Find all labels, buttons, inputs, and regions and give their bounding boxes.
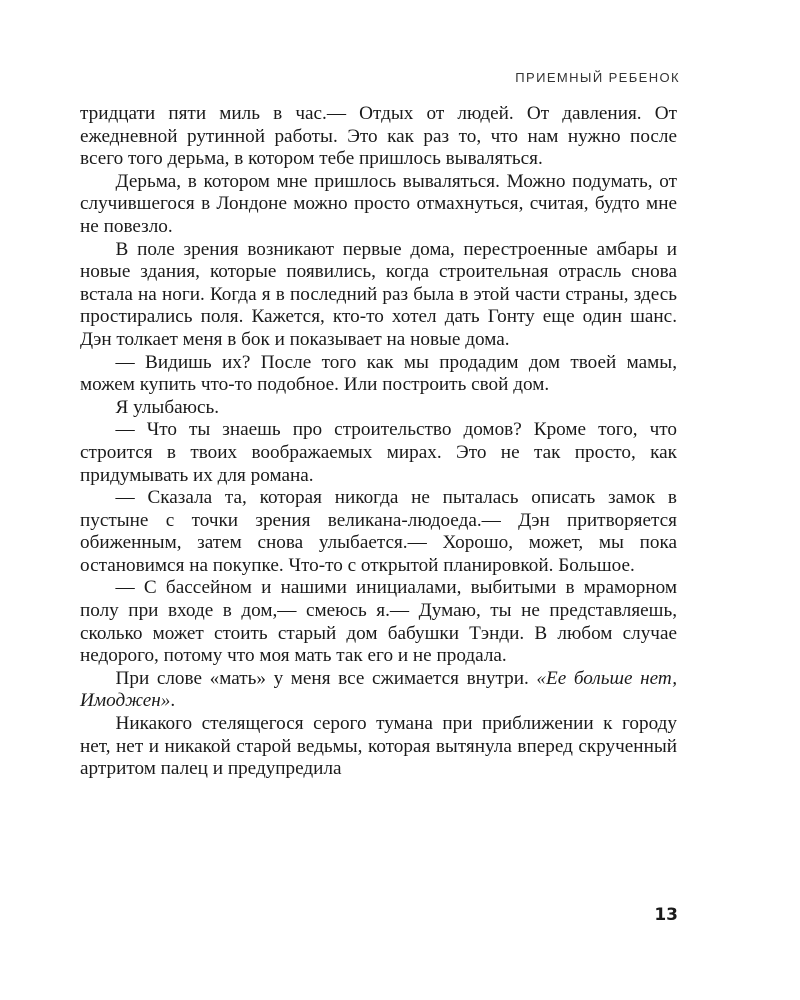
body-text <box>80 103 677 781</box>
paragraph <box>80 668 677 713</box>
paragraph-text: . <box>170 690 176 712</box>
italic-thought: «Ее больше нет, Имоджен» <box>80 667 677 712</box>
dialogue-paragraph: — С бассейном и нашими инициалами, выбитыми в мраморном полу при входе в дом,— смеюсь я.— Думаю, ты не представляешь, сколько может стоить старый дом бабушки Тэнди. В любом случае недорого, потому что моя мать так его и не продала. <box>80 577 677 667</box>
paragraph: тридцати пяти миль в час.— Отдых от людей. От давления. От ежедневной рутинной работы. Это как раз то, что нам нужно после всего того дерьма, в котором тебе пришлось вываляться. <box>80 103 677 170</box>
paragraph: Я улыбаюсь. <box>115 396 220 418</box>
paragraph: В поле зрения возникают первые дома, перестроенные амбары и новые здания, которые появились, когда строительная отрасль снова встала на ноги. Когда я в последний раз была в этой части страны, здесь простирались поля. Кажется, кто-то хотел дать Гонту еще один шанс. Дэн толкает меня в бок и показывает на новые дома. <box>80 238 677 350</box>
page-number: 13 <box>654 905 678 925</box>
dialogue-paragraph: — Что ты знаешь про строительство домов? Кроме того, что строится в твоих воображаемых мирах. Это не так просто, как придумывать их для романа. <box>80 419 677 486</box>
paragraph: Дерьма, в котором мне пришлось вываляться. Можно подумать, от случившегося в Лондоне можно просто отмахнуться, считая, будто мне не повезло. <box>80 170 677 237</box>
dialogue-paragraph: — Видишь их? После того как мы продадим дом твоей мамы, можем купить что-то подобное. Или построить свой дом. <box>80 351 677 396</box>
paragraph-text: При слове «мать» у меня все сжимается внутри. <box>115 667 537 689</box>
running-head: ПРИЕМНЫЙ РЕБЕНОК <box>515 70 680 85</box>
dialogue-paragraph: — Сказала та, которая никогда не пыталась описать замок в пустыне с точки зрения великана-людоеда.— Дэн притворяется обиженным, затем снова улыбается.— Хорошо, может, мы пока остановимся на покупке. Что-то с открытой планировкой. Большое. <box>80 487 677 576</box>
paragraph: Никакого стелящегося серого тумана при приближении к городу нет, нет и никакой старой ведьмы, которая вытянула вперед скрученный артритом палец и предупредила <box>80 713 677 780</box>
